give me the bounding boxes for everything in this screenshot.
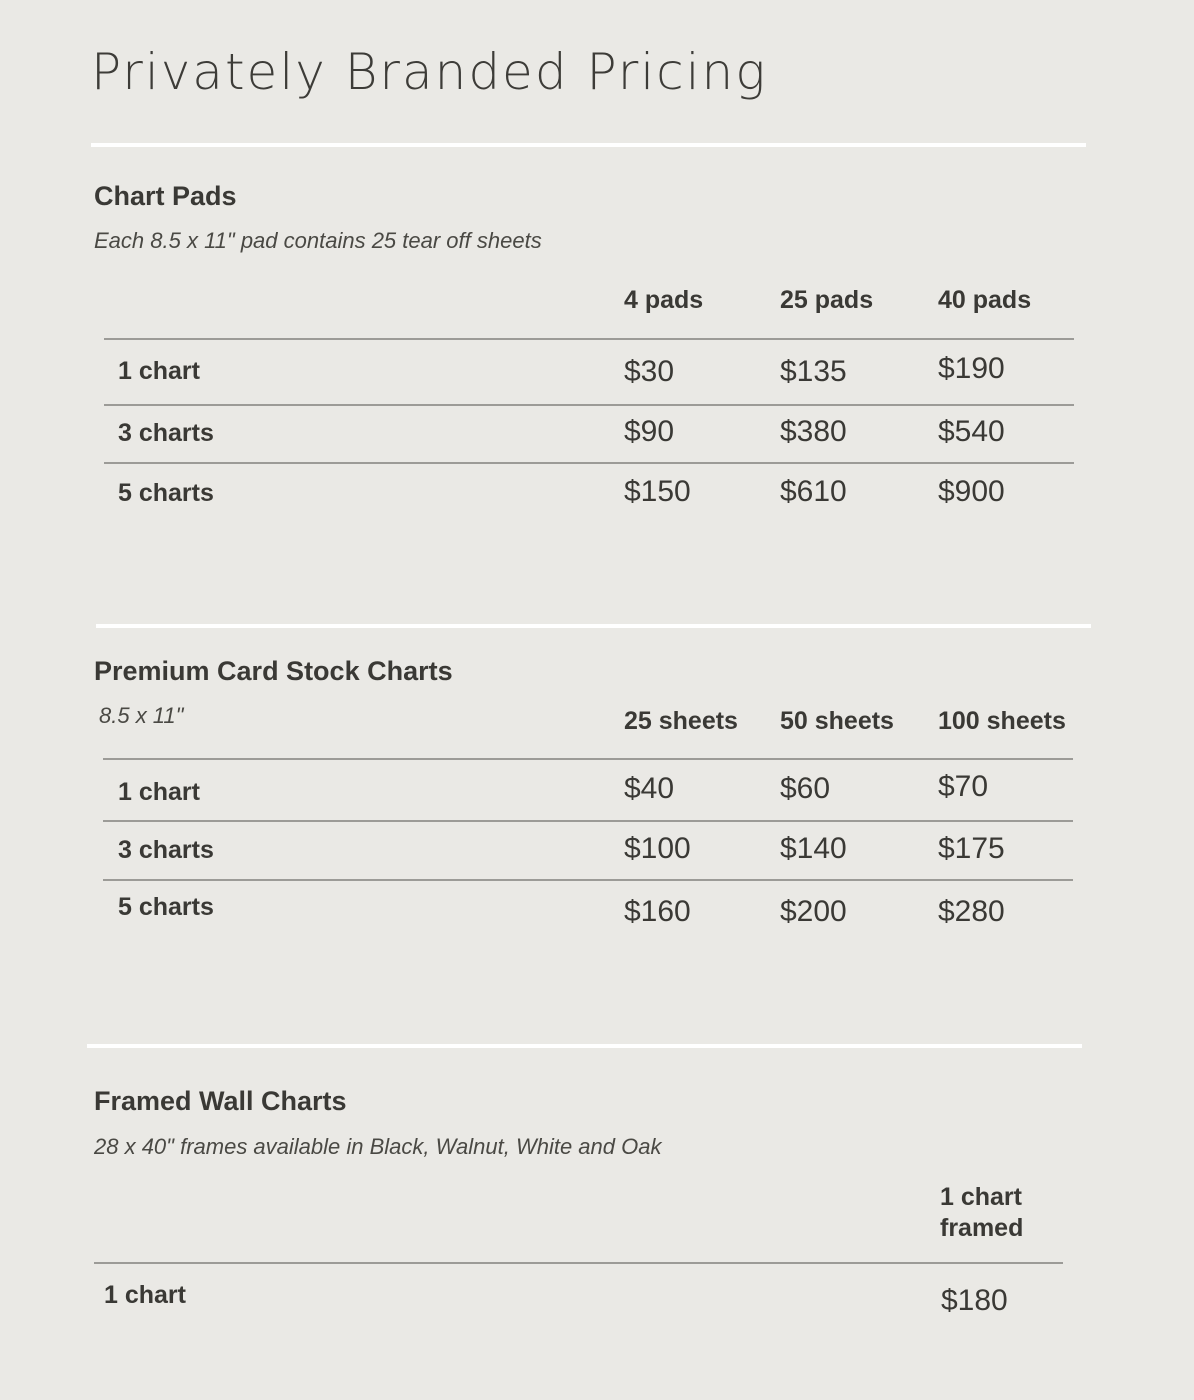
price-cell: $900 — [938, 475, 1005, 508]
row-label: 3 charts — [118, 836, 214, 864]
price-cell: $135 — [780, 355, 847, 388]
price-cell: $380 — [780, 415, 847, 448]
price-cell: $180 — [941, 1284, 1008, 1317]
price-cell: $610 — [780, 475, 847, 508]
section-title-framed-charts: Framed Wall Charts — [94, 1086, 347, 1116]
column-header: 50 sheets — [780, 707, 894, 735]
price-cell: $30 — [624, 355, 675, 388]
section-title-chart-pads: Chart Pads — [94, 181, 237, 211]
row-label: 5 charts — [118, 479, 214, 507]
table-rule — [104, 404, 1074, 406]
row-label: 1 chart — [104, 1281, 186, 1309]
section-subtitle-card-stock: 8.5 x 11" — [99, 703, 184, 728]
table-rule — [104, 338, 1074, 340]
price-cell: $40 — [624, 772, 675, 805]
price-cell: $540 — [938, 415, 1005, 448]
price-cell: $90 — [624, 415, 675, 448]
table-rule — [104, 462, 1074, 464]
price-cell: $175 — [938, 832, 1005, 865]
section-subtitle-chart-pads: Each 8.5 x 11" pad contains 25 tear off sheets — [94, 228, 542, 253]
price-cell: $150 — [624, 475, 691, 508]
column-header: 25 sheets — [624, 707, 738, 735]
column-header: 1 chart framed — [940, 1183, 1024, 1242]
column-header: 100 sheets — [938, 707, 1066, 735]
column-header: 25 pads — [780, 286, 874, 314]
price-cell: $100 — [624, 832, 691, 865]
price-cell: $200 — [780, 895, 847, 928]
table-rule — [103, 820, 1073, 822]
row-label: 5 charts — [118, 893, 214, 921]
price-cell: $140 — [780, 832, 847, 865]
row-label: 1 chart — [118, 778, 200, 806]
section-title-card-stock: Premium Card Stock Charts — [94, 656, 453, 686]
section-divider — [91, 143, 1086, 147]
price-cell: $60 — [780, 772, 831, 805]
price-cell: $190 — [938, 352, 1005, 385]
section-subtitle-framed-charts: 28 x 40" frames available in Black, Walnut, White and Oak — [94, 1134, 662, 1159]
page-title: Privately Branded Pricing — [91, 43, 768, 101]
row-label: 1 chart — [118, 357, 200, 385]
section-divider — [96, 624, 1091, 628]
table-rule — [103, 879, 1073, 881]
column-header: 4 pads — [624, 286, 704, 314]
table-rule — [94, 1262, 1063, 1264]
column-header: 40 pads — [938, 286, 1032, 314]
price-cell: $160 — [624, 895, 691, 928]
table-rule — [103, 758, 1073, 760]
section-divider — [87, 1044, 1082, 1048]
price-cell: $280 — [938, 895, 1005, 928]
row-label: 3 charts — [118, 419, 214, 447]
price-cell: $70 — [938, 770, 989, 803]
